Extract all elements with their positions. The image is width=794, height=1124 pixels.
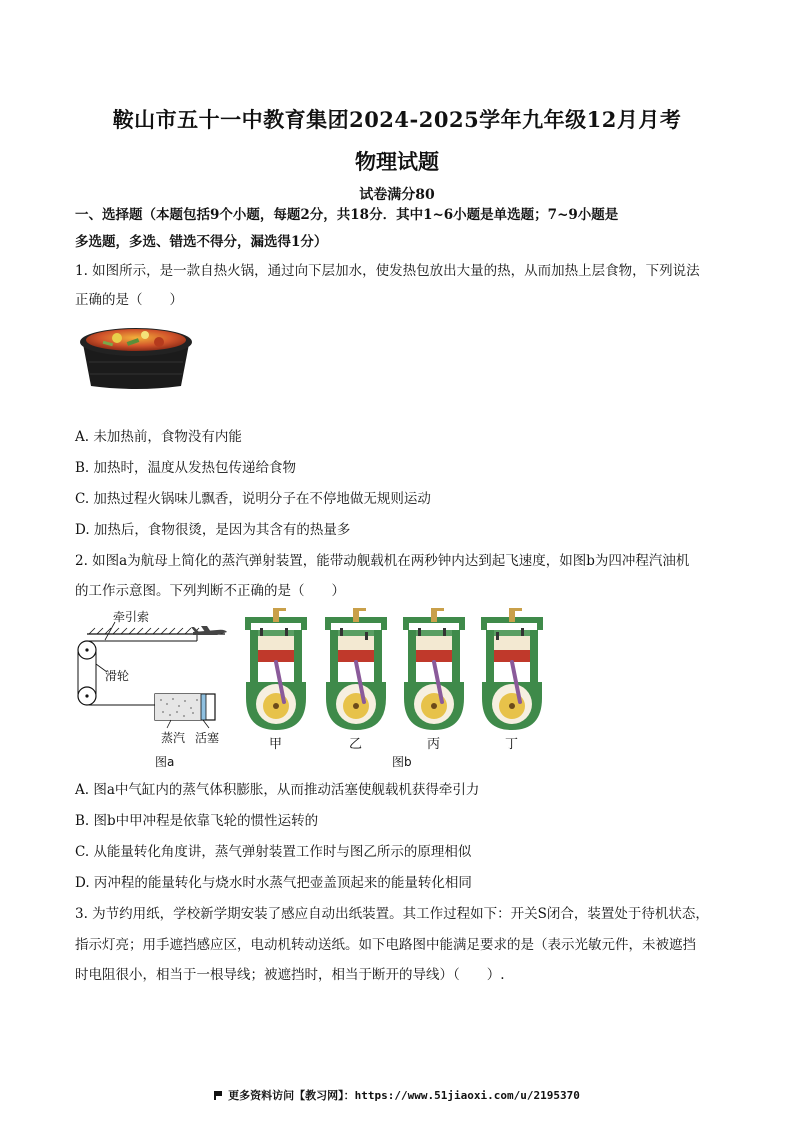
q2-option-b: B. 图b中甲冲程是依靠飞轮的惯性运转的 bbox=[75, 813, 319, 829]
section-heading-line2: 多选题，多选、错选不得分，漏选得1分） bbox=[75, 234, 328, 250]
footer bbox=[0, 1087, 794, 1103]
label-yi: 乙 bbox=[349, 737, 363, 752]
figure-a-caption: 图a bbox=[155, 755, 175, 769]
self-heating-hotpot-image bbox=[75, 322, 197, 392]
exam-subject: 物理试题 bbox=[355, 149, 439, 174]
q1-option-b: B. 加热时，温度从发热包传递给食物 bbox=[75, 460, 297, 476]
label-jia: 甲 bbox=[269, 737, 283, 752]
label-ding: 丁 bbox=[505, 737, 519, 752]
q2-option-d: D. 丙冲程的能量转化与烧水时水蒸气把壶盖顶起来的能量转化相同 bbox=[75, 875, 472, 891]
q1-option-a: A. 未加热前，食物没有内能 bbox=[75, 429, 242, 445]
q2-stem-line1: 2. 如图a为航母上简化的蒸汽弹射装置，能带动舰载机在两秒钟内达到起飞速度，如图b为四冲程汽油机 bbox=[75, 553, 690, 569]
q3-stem-line1: 3. 为节约用纸，学校新学期安装了感应自动出纸装置。其工作过程如下：开关S闭合，装置处于待机状态， bbox=[75, 906, 709, 922]
q2-option-a: A. 图a中气缸内的蒸气体积膨胀，从而推动活塞使舰载机获得牵引力 bbox=[75, 782, 480, 798]
label-steam: 蒸汽 bbox=[161, 731, 186, 745]
footer-link-text[interactable]: 更多资料访问【教习网】：https://www.51jiaoxi.com/u/2195370 bbox=[228, 1089, 580, 1102]
q1-stem-line2: 正确的是（ ） bbox=[75, 292, 183, 308]
q1-option-d: D. 加热后，食物很烫，是因为其含有的热量多 bbox=[75, 522, 351, 538]
q1-stem-line1: 1. 如图所示，是一款自热火锅，通过向下层加水，使发热包放出大量的热，从而加热上层食物，下列说法 bbox=[75, 263, 700, 279]
section-heading-line1: 一、选择题（本题包括9个小题，每题2分，共18分．其中1~6小题是单选题；7~9小题是 bbox=[75, 207, 619, 223]
q2-stem-line2: 的工作示意图。下列判断不正确的是（ ） bbox=[75, 583, 345, 599]
exam-title: 鞍山市五十一中教育集团2024-2025学年九年级12月月考 bbox=[112, 107, 682, 132]
q3-stem-line3: 时电阻很小，相当于一根导线；被遮挡时，相当于断开的导线）（ ）. bbox=[75, 967, 505, 983]
q1-option-c: C. 加热过程火锅味儿飘香，说明分子在不停地做无规则运动 bbox=[75, 491, 431, 507]
figure-b-four-stroke-engine bbox=[240, 602, 560, 770]
figure-b-caption: 图b bbox=[392, 755, 412, 769]
label-piston: 活塞 bbox=[195, 731, 220, 745]
label-rope: 牵引索 bbox=[113, 610, 150, 624]
flag-icon bbox=[214, 1091, 224, 1100]
label-pulley: 滑轮 bbox=[105, 669, 130, 683]
q3-stem-line2: 指示灯亮；用手遮挡感应区，电动机转动送纸。如下电路图中能满足要求的是（表示光敏元件，未被遮挡 bbox=[75, 937, 696, 953]
q2-option-c: C. 从能量转化角度讲，蒸气弹射装置工作时与图乙所示的原理相似 bbox=[75, 844, 472, 860]
exam-score: 试卷满分80 bbox=[359, 187, 435, 203]
figure-a-steam-catapult bbox=[75, 604, 240, 770]
label-bing: 丙 bbox=[427, 737, 441, 752]
